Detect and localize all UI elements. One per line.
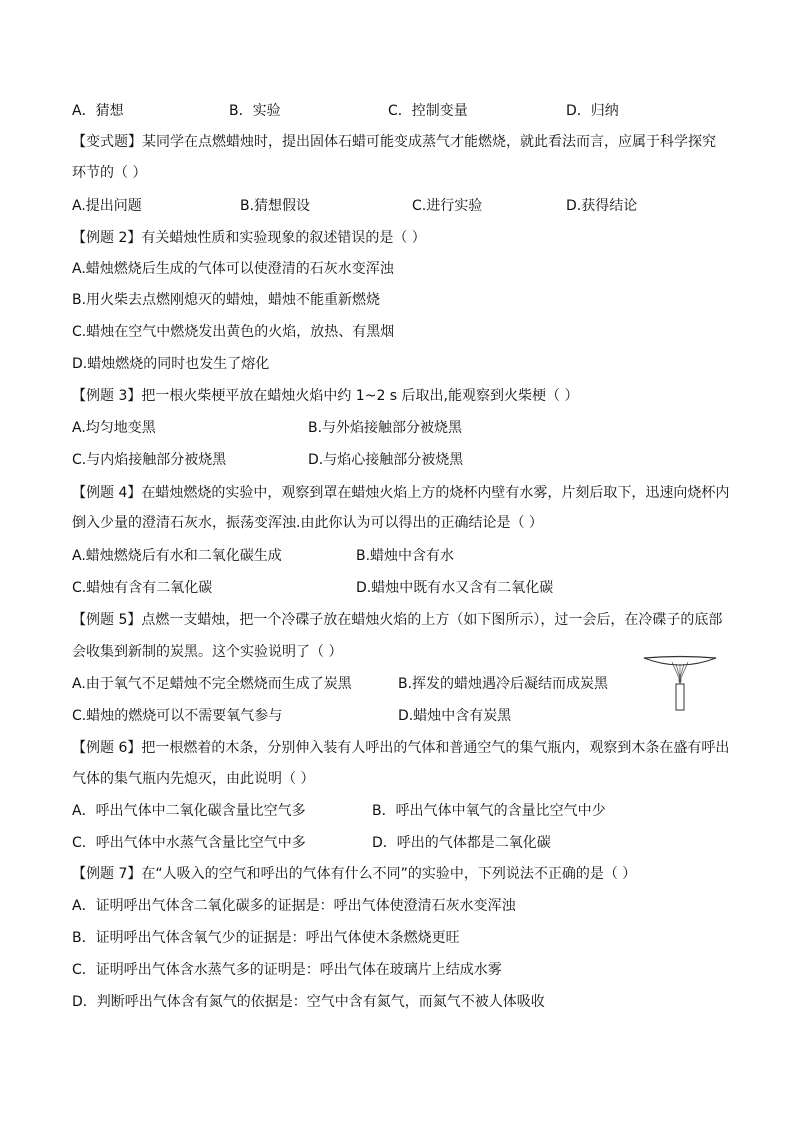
plate-bottom xyxy=(644,658,716,665)
candle-icon xyxy=(676,684,684,710)
ex2-option-b[interactable]: B.用火柴去点燃刚熄灭的蜡烛，蜡烛不能重新燃烧 xyxy=(72,292,381,308)
candle-plate-figure xyxy=(642,652,718,712)
ex2-option-c[interactable]: C.蜡烛在空气中燃烧发出黄色的火焰，放热、有黑烟 xyxy=(72,324,395,340)
ex4-question-line2: 倒入少量的澄清石灰水，振荡变浑浊.由此你认为可以得出的正确结论是（ ） xyxy=(72,515,543,531)
bianshi-option-a[interactable]: A.提出问题 xyxy=(72,198,142,214)
ex7-option-b[interactable]: B．证明呼出气体含氧气少的证据是：呼出气体使木条燃烧更旺 xyxy=(72,930,460,946)
ex2-option-d[interactable]: D.蜡烛燃烧的同时也发生了熔化 xyxy=(72,356,270,372)
ex5-option-c[interactable]: C.蜡烛的燃烧可以不需要氧气参与 xyxy=(72,708,283,724)
ex6-option-a[interactable]: A．呼出气体中二氧化碳含量比空气多 xyxy=(72,803,306,819)
ex4-option-c[interactable]: C.蜡烛有含有二氧化碳 xyxy=(72,580,213,596)
ex2-question: 【例题 2】有关蜡烛性质和实验现象的叙述错误的是（ ） xyxy=(72,230,426,246)
ex5-option-d[interactable]: D.蜡烛中含有炭黑 xyxy=(398,708,512,724)
ex5-option-a[interactable]: A.由于氧气不足蜡烛不完全燃烧而生成了炭黑 xyxy=(72,676,352,692)
ex7-option-a[interactable]: A．证明呼出气体含二氧化碳多的证据是：呼出气体使澄清石灰水变浑浊 xyxy=(72,898,516,914)
bianshi-question-line1: 【变式题】某同学在点燃蜡烛时，提出固体石蜡可能变成蒸气才能燃烧，就此看法而言，应属于科学探究 xyxy=(72,134,716,150)
q0-option-b[interactable]: B．实验 xyxy=(229,103,281,119)
bianshi-option-c[interactable]: C.进行实验 xyxy=(412,198,483,214)
q0-option-c[interactable]: C．控制变量 xyxy=(388,103,468,119)
q0-option-d[interactable]: D．归纳 xyxy=(566,103,619,119)
ex3-option-c[interactable]: C.与内焰接触部分被烧黑 xyxy=(72,452,227,468)
ex6-option-d[interactable]: D．呼出的气体都是二氧化碳 xyxy=(372,835,551,851)
bianshi-option-b[interactable]: B.猜想假设 xyxy=(240,198,311,214)
ex4-option-a[interactable]: A.蜡烛燃烧后有水和二氧化碳生成 xyxy=(72,548,282,564)
ex5-question-line1: 【例题 5】点燃一支蜡烛，把一个冷碟子放在蜡烛火焰的上方（如下图所示），过一会后，在冷碟子的底部 xyxy=(72,612,723,628)
ex3-question: 【例题 3】把一根火柴梗平放在蜡烛火焰中约 1~2 s 后取出,能观察到火柴梗（ ） xyxy=(72,388,579,404)
plate-rim xyxy=(644,657,716,659)
ex5-option-b[interactable]: B.挥发的蜡烛遇冷后凝结而成炭黑 xyxy=(398,676,609,692)
ex3-option-b[interactable]: B.与外焰接触部分被烧黑 xyxy=(308,420,463,436)
ex3-option-d[interactable]: D.与焰心接触部分被烧黑 xyxy=(308,452,464,468)
ex7-option-c[interactable]: C．证明呼出气体含水蒸气多的证明是：呼出气体在玻璃片上结成水雾 xyxy=(72,962,502,978)
bianshi-question-line2: 环节的（ ） xyxy=(72,165,147,181)
ex6-question-line2: 气体的集气瓶内先熄灭，由此说明（ ） xyxy=(72,771,315,787)
ex4-question-line1: 【例题 4】在蜡烛燃烧的实验中，观察到罩在蜡烛火焰上方的烧杯内壁有水雾，片刻后取下，迅速向烧杯内 xyxy=(72,485,730,501)
ex4-option-d[interactable]: D.蜡烛中既有水又含有二氧化碳 xyxy=(356,580,554,596)
ex6-option-c[interactable]: C．呼出气体中水蒸气含量比空气中多 xyxy=(72,835,306,851)
ex7-option-d[interactable]: D．判断呼出气体含有氮气的依据是：空气中含有氮气，而氮气不被人体吸收 xyxy=(72,994,545,1010)
ex6-question-line1: 【例题 6】把一根燃着的木条，分别伸入装有人呼出的气体和普通空气的集气瓶内，观察到木条在盛有呼出 xyxy=(72,740,730,756)
ex3-option-a[interactable]: A.均匀地变黑 xyxy=(72,420,156,436)
ex5-question-line2: 会收集到新制的炭黑。这个实验说明了（ ） xyxy=(72,644,343,660)
ex2-option-a[interactable]: A.蜡烛燃烧后生成的气体可以使澄清的石灰水变浑浊 xyxy=(72,261,394,277)
bianshi-option-d[interactable]: D.获得结论 xyxy=(566,198,638,214)
ex7-question: 【例题 7】在“人吸入的空气和呼出的气体有什么不同”的实验中，下列说法不正确的是（ ） xyxy=(72,866,637,882)
q0-option-a[interactable]: A．猜想 xyxy=(72,103,124,119)
ex6-option-b[interactable]: B．呼出气体中氧气的含量比空气中少 xyxy=(372,803,606,819)
ex4-option-b[interactable]: B.蜡烛中含有水 xyxy=(356,548,455,564)
